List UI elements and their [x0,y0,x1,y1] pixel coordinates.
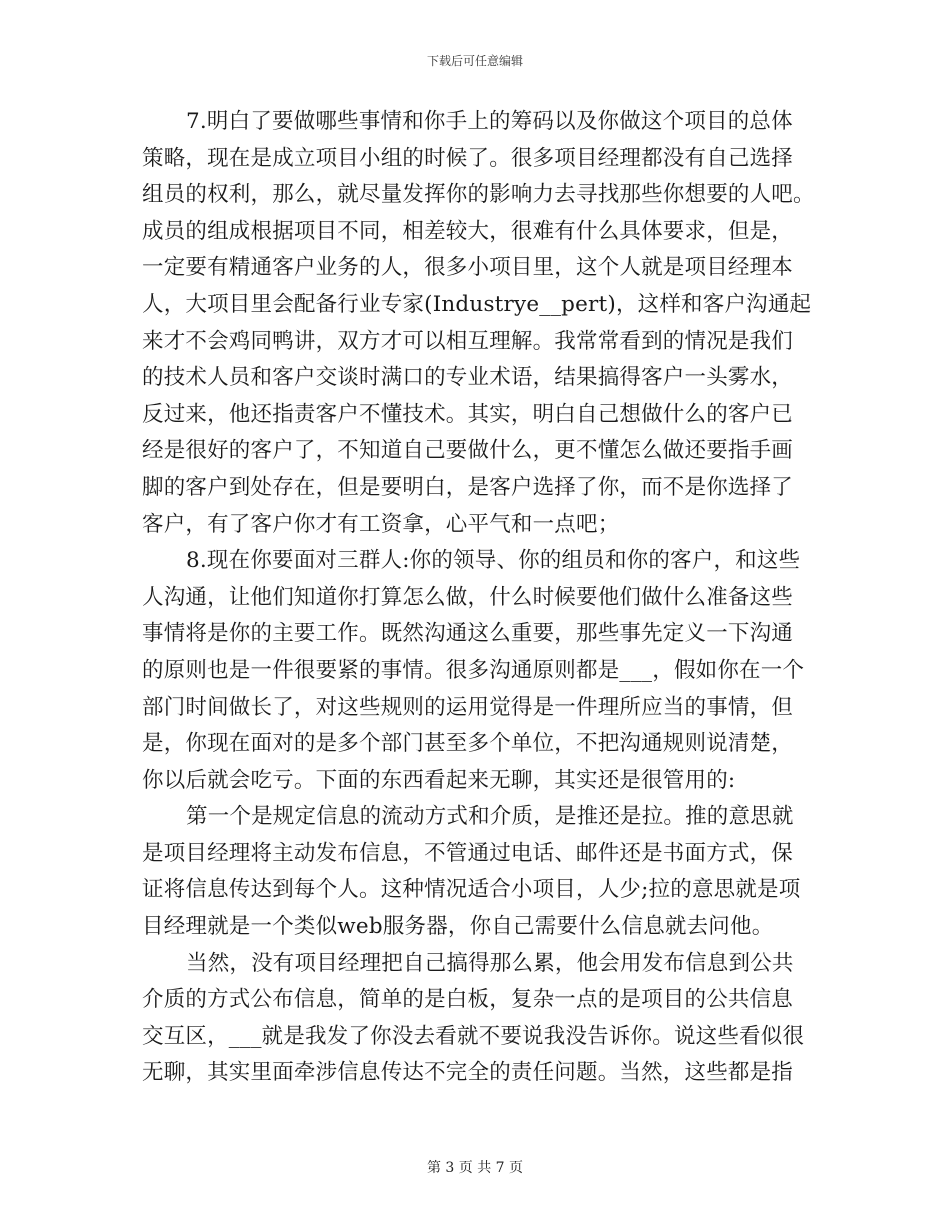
paragraph-line: 经是很好的客户了，不知道自己要做什么，更不懂怎么做还要指手画 [142,438,794,464]
paragraph-line: 第一个是规定信息的流动方式和介质，是推还是拉。推的意思就 [186,804,794,830]
paragraph-line: 7.明白了要做哪些事情和你手上的筹码以及你做这个项目的总体 [186,109,793,134]
paragraph-line: 证将信息传达到每个人。这种情况适合小项目，人少;拉的意思就是项 [142,877,801,903]
paragraph-line: 的技术人员和客户交谈时满口的专业术语，结果搞得客户一头雾水， [142,365,794,391]
paragraph-line: 一定要有精通客户业务的人，很多小项目里，这个人就是项目经理本 [142,255,794,281]
paragraph-line: 是项目经理将主动发布信息，不管通过电话、邮件还是书面方式，保 [142,840,794,866]
paragraph-line: 的原则也是一件很要紧的事情。很多沟通原则都是___，假如你在一个 [142,657,805,683]
paragraph-line: 当然，没有项目经理把自己搞得那么累，他会用发布信息到公共 [186,950,794,976]
paragraph-line: 部门时间做长了，对这些规则的运用觉得是一件理所应当的事情，但 [142,694,794,720]
paragraph-line: 无聊，其实里面牵涉信息传达不完全的责任问题。当然，这些都是指 [142,1060,794,1086]
paragraph-line: 来才不会鸡同鸭讲，双方才可以相互理解。我常常看到的情况是我们 [142,328,794,354]
paragraph-line: 脚的客户到处存在，但是要明白，是客户选择了你，而不是你选择了 [142,474,794,500]
paragraph-line: 组员的权利，那么，就尽量发挥你的影响力去寻找那些你想要的人吧。 [142,182,815,208]
document-body [142,104,815,1092]
paragraph-line: 是，你现在面对的是多个部门甚至多个单位，不把沟通规则说清楚， [142,731,794,757]
page-number-footer: 第 3 页 共 7 页 [426,1160,524,1176]
page-header: 下载后可任意编辑 [426,54,523,68]
paragraph-line: 反过来，他还指责客户不懂技术。其实，明白自己想做什么的客户已 [142,401,794,427]
paragraph-line: 人沟通，让他们知道你打算怎么做，什么时候要他们做什么准备这些 [142,584,794,610]
paragraph-line: 8.现在你要面对三群人:你的领导、你的组员和你的客户，和这些 [186,548,801,574]
paragraph-line: 事情将是你的主要工作。既然沟通这么重要，那些事先定义一下沟通 [142,621,794,647]
paragraph-line: 介质的方式公布信息，简单的是白板，复杂一点的是项目的公共信息 [142,987,794,1013]
paragraph-line: 人，大项目里会配备行业专家(Industrye__pert)，这样和客户沟通起 [142,291,812,317]
paragraph-line: 目经理就是一个类似web服务器，你自己需要什么信息就去问他。 [142,914,774,940]
paragraph-line: 策略，现在是成立项目小组的时候了。很多项目经理都没有自己选择 [142,145,794,171]
paragraph-line: 交互区，___就是我发了你没去看就不要说我没告诉你。说这些看似很 [142,1023,805,1049]
paragraph-line: 客户，有了客户你才有工资拿，心平气和一点吧； [142,511,620,537]
paragraph-line: 你以后就会吃亏。下面的东西看起来无聊，其实还是很管用的: [142,767,736,793]
paragraph-line: 成员的组成根据项目不同，相差较大，很难有什么具体要求，但是， [142,218,794,244]
